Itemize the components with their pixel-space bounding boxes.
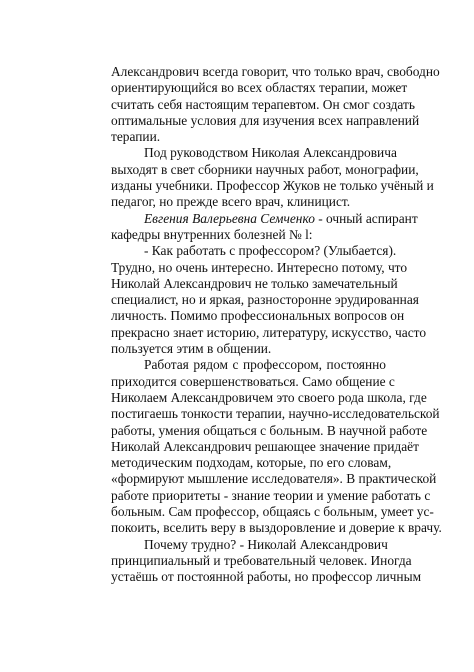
interviewee-role: - очный аспирант [314,210,418,226]
text-line: Трудно, но очень интересно. Интересно потому, что [111,259,408,275]
text-line: прекрасно знает историю, литературу, искусство, часто [111,324,427,340]
text-line: «формируют мышление исследователя». В практической [111,471,437,487]
text-line: педагог, но прежде всего врач, клиницист. [111,194,351,210]
text-line: методическим подходам, которые, по его словам, [111,455,392,471]
interviewee-name: Евгения Валерьевна Семченко [144,210,315,226]
text-line: постигаешь тонкости терапии, научно-исследовательской [111,406,440,422]
text-line: Работая рядом с профессором, постоянно [144,357,386,373]
text-line: работы, умения общаться с больным. В научной работе [111,422,428,438]
text-line: кафедры внутренних болезней № l: [111,226,313,242]
text-line: личность. Помимо профессиональных вопросов он [111,308,405,324]
text-line: больным. Сам профессор, общаясь с больным, умеет ус- [111,504,434,520]
text-line: приходится совершенствоваться. Само общение с [111,373,395,389]
text-line [111,210,418,227]
text-line: выходят в свет сборники научных работ, монографии, [111,161,419,177]
text-line: пользуется этим в общении. [111,341,272,357]
text-line: покоить, вселить веру в выздоровление и доверие к врачу. [111,520,442,536]
text-line: изданы учебники. Профессор Жуков не только учёный и [111,178,434,194]
text-line: Николаем Александровичем это своего рода школа, где [111,389,427,405]
text-line: терапии. [111,129,161,145]
text-line: - Как работать с профессором? (Улыбается). [144,243,397,259]
text-line: Почему трудно? - Николай Александрович [144,536,388,552]
text-line: Александрович всегда говорит, что только врач, свободно [111,64,440,79]
text-line: принципиальный и требовательный человек. Иногда [111,552,412,568]
text-line: ориентирующийся во всех областях терапии, может [111,80,408,96]
text-line: Под руководством Николая Александровича [144,145,397,161]
text-line: Николай Александрович решающее значение придаёт [111,438,419,454]
text-line: оптимальные условия для изучения всех направлений [111,112,420,128]
text-line: работе приоритеты - знание теории и умение работать с [111,487,431,503]
text-line: считать себя настоящим терапевтом. Он смог создать [111,96,415,112]
text-line: устаёшь от постоянной работы, но профессор личным [111,569,422,585]
text-line: Николай Александрович не только замечательный [111,275,398,291]
document-body-text [111,64,442,586]
text-line: специалист, но и яркая, разносторонне эрудированная [111,292,419,308]
